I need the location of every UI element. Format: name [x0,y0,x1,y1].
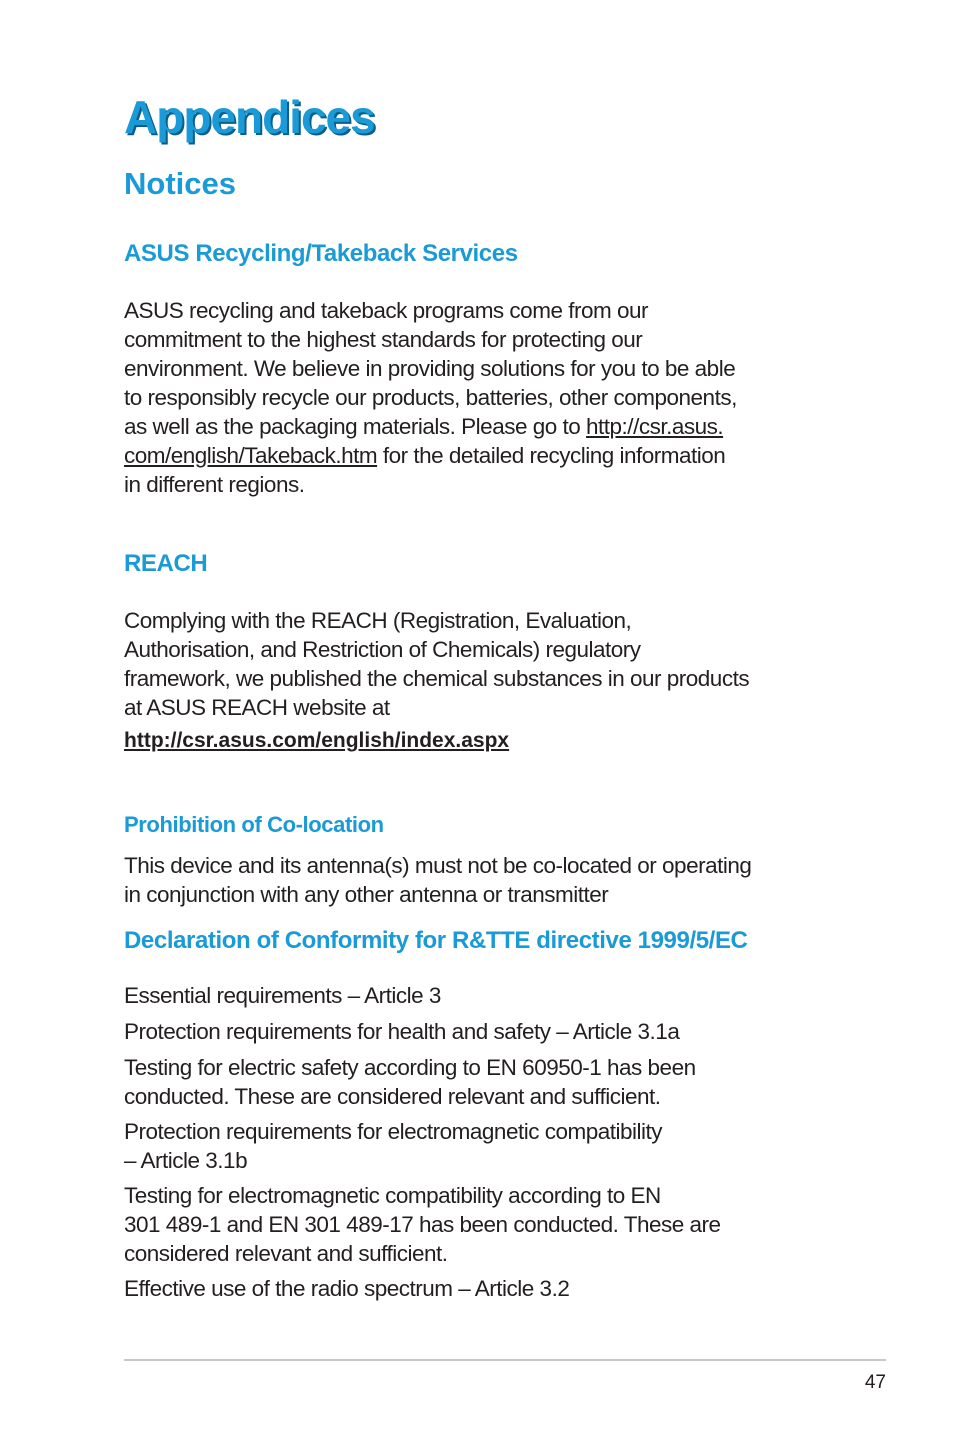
text-line: – Article 3.1b [124,1148,248,1173]
page-title: Appendices [124,91,375,143]
paragraph-recycling [124,296,854,499]
text-line: commitment to the highest standards for protecting our [124,327,643,352]
text-line: Testing for electromagnetic compatibility according to EN [124,1183,661,1208]
paragraph-reach [124,606,854,722]
text-line: 301 489-1 and EN 301 489-17 has been conducted. These are [124,1212,721,1237]
paragraph-health-safety: Protection requirements for health and safety – Article 3.1a [124,1019,680,1044]
text-line: for the detailed recycling information [377,443,726,468]
text-line: environment. We believe in providing solutions for you to be able [124,356,736,381]
text-line: Testing for electric safety according to EN 60950-1 has been [124,1055,696,1080]
page-number: 47 [864,1372,886,1393]
takeback-link-part2[interactable]: com/english/Takeback.htm [124,443,378,468]
text-line: ASUS recycling and takeback programs come from our [124,298,648,323]
text-line: framework, we published the chemical substances in our products [124,666,750,691]
paragraph-emc-requirements [124,1117,854,1175]
text-line: conducted. These are considered relevant and sufficient. [124,1084,661,1109]
text-line: This device and its antenna(s) must not be co-located or operating [124,853,752,878]
paragraph-radio-spectrum: Effective use of the radio spectrum – Article 3.2 [124,1276,570,1301]
paragraph-essential: Essential requirements – Article 3 [124,983,441,1008]
paragraph-emc-testing [124,1181,854,1268]
text-line: as well as the packaging materials. Please go to [124,414,587,439]
section-title-notices: Notices [124,166,236,201]
takeback-link-part1[interactable]: http://csr.asus. [586,414,724,439]
text-line: in conjunction with any other antenna or transmitter [124,882,609,907]
footer-divider [124,1359,886,1361]
reach-link[interactable]: http://csr.asus.com/english/index.aspx [124,729,510,752]
paragraph-colocation [124,851,854,909]
heading-declaration: Declaration of Conformity for R&TTE directive 1999/5/EC [124,927,748,954]
heading-reach: REACH [124,550,208,577]
text-line: at ASUS REACH website at [124,695,390,720]
text-line: considered relevant and sufficient. [124,1241,448,1266]
text-line: in different regions. [124,472,305,497]
text-line: to responsibly recycle our products, batteries, other components, [124,385,737,410]
heading-colocation: Prohibition of Co-location [124,812,384,837]
paragraph-electric-safety [124,1053,854,1111]
text-line: Authorisation, and Restriction of Chemicals) regulatory [124,637,641,662]
heading-recycling: ASUS Recycling/Takeback Services [124,240,518,267]
text-line: Protection requirements for electromagnetic compatibility [124,1119,662,1144]
text-line: Complying with the REACH (Registration, Evaluation, [124,608,632,633]
